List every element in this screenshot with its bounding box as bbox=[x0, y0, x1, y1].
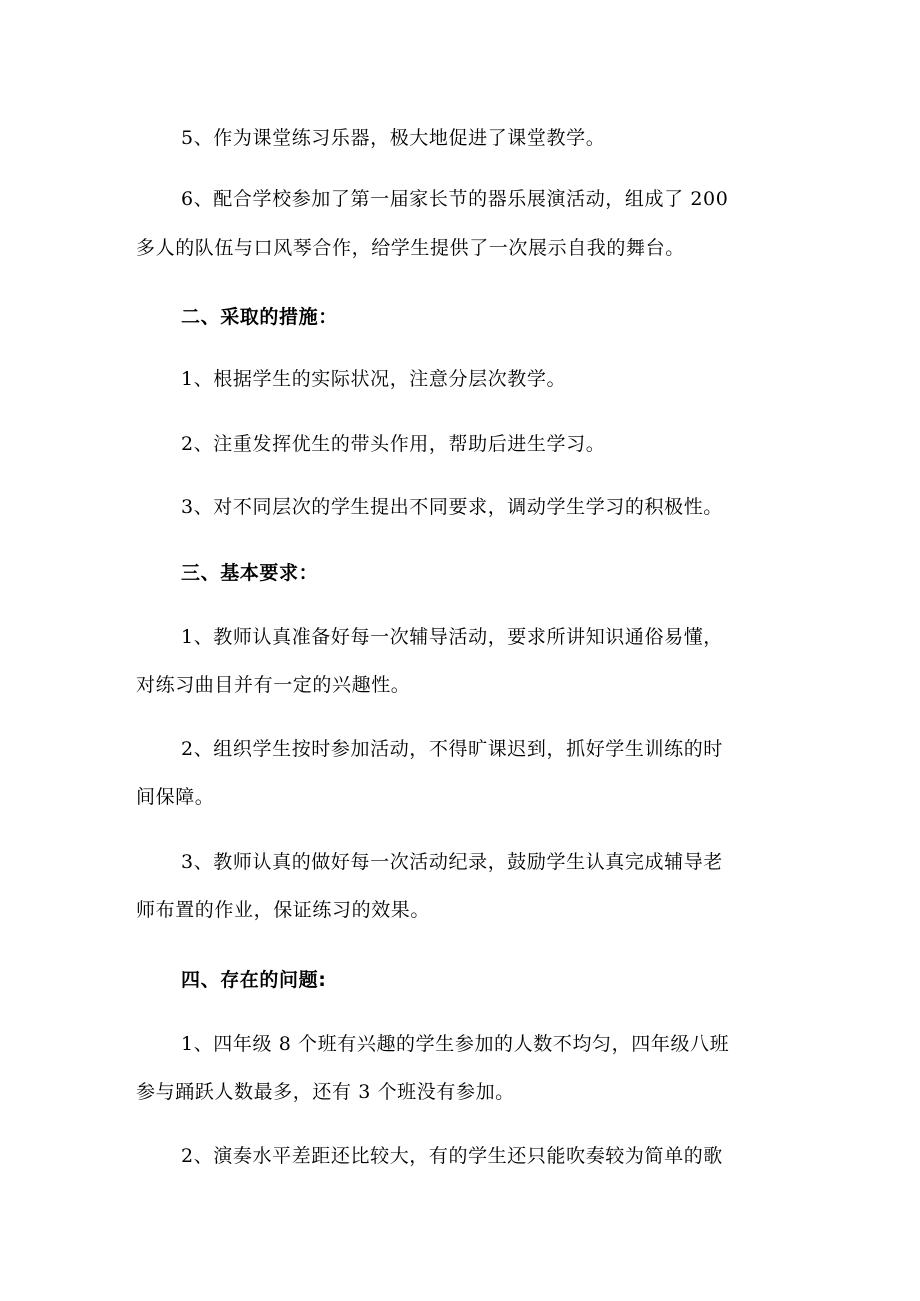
paragraph-requirement-2-line-2: 间保障。 bbox=[136, 786, 215, 808]
paragraph-measure-3: 3、对不同层次的学生提出不同要求，调动学生学习的积极性。 bbox=[181, 496, 723, 518]
paragraph-measure-1: 1、根据学生的实际状况，注意分层次教学。 bbox=[181, 368, 567, 390]
paragraph-measure-2: 2、注重发挥优生的带头作用，帮助后进生学习。 bbox=[181, 433, 606, 455]
section-heading-measures: 二、采取的措施： bbox=[181, 306, 338, 328]
paragraph-achievement-6-line-1: 6、配合学校参加了第一届家长节的器乐展演活动，组成了 200 bbox=[181, 188, 729, 210]
paragraph-requirement-1-line-2: 对练习曲目并有一定的兴趣性。 bbox=[136, 674, 411, 696]
paragraph-problem-1-line-2: 参与踊跃人数最多，还有 3 个班没有参加。 bbox=[136, 1081, 515, 1103]
paragraph-requirement-2-line-1: 2、组织学生按时参加活动，不得旷课迟到，抓好学生训练的时 bbox=[181, 738, 723, 760]
section-heading-problems: 四、存在的问题: bbox=[181, 969, 327, 991]
paragraph-requirement-3-line-2: 师布置的作业，保证练习的效果。 bbox=[136, 899, 431, 921]
paragraph-achievement-5: 5、作为课堂练习乐器，极大地促进了课堂教学。 bbox=[181, 127, 606, 149]
paragraph-problem-2-line-1: 2、演奏水平差距还比较大，有的学生还只能吹奏较为简单的歌 bbox=[181, 1145, 723, 1167]
paragraph-requirement-1-line-1: 1、教师认真准备好每一次辅导活动，要求所讲知识通俗易懂， bbox=[181, 626, 723, 648]
paragraph-achievement-6-line-2: 多人的队伍与口风琴合作，给学生提供了一次展示自我的舞台。 bbox=[136, 237, 685, 259]
paragraph-problem-1-line-1: 1、四年级 8 个班有兴趣的学生参加的人数不均匀，四年级八班 bbox=[181, 1033, 730, 1055]
section-heading-requirements: 三、基本要求： bbox=[181, 562, 319, 584]
paragraph-requirement-3-line-1: 3、教师认真的做好每一次活动纪录，鼓励学生认真完成辅导老 bbox=[181, 851, 723, 873]
